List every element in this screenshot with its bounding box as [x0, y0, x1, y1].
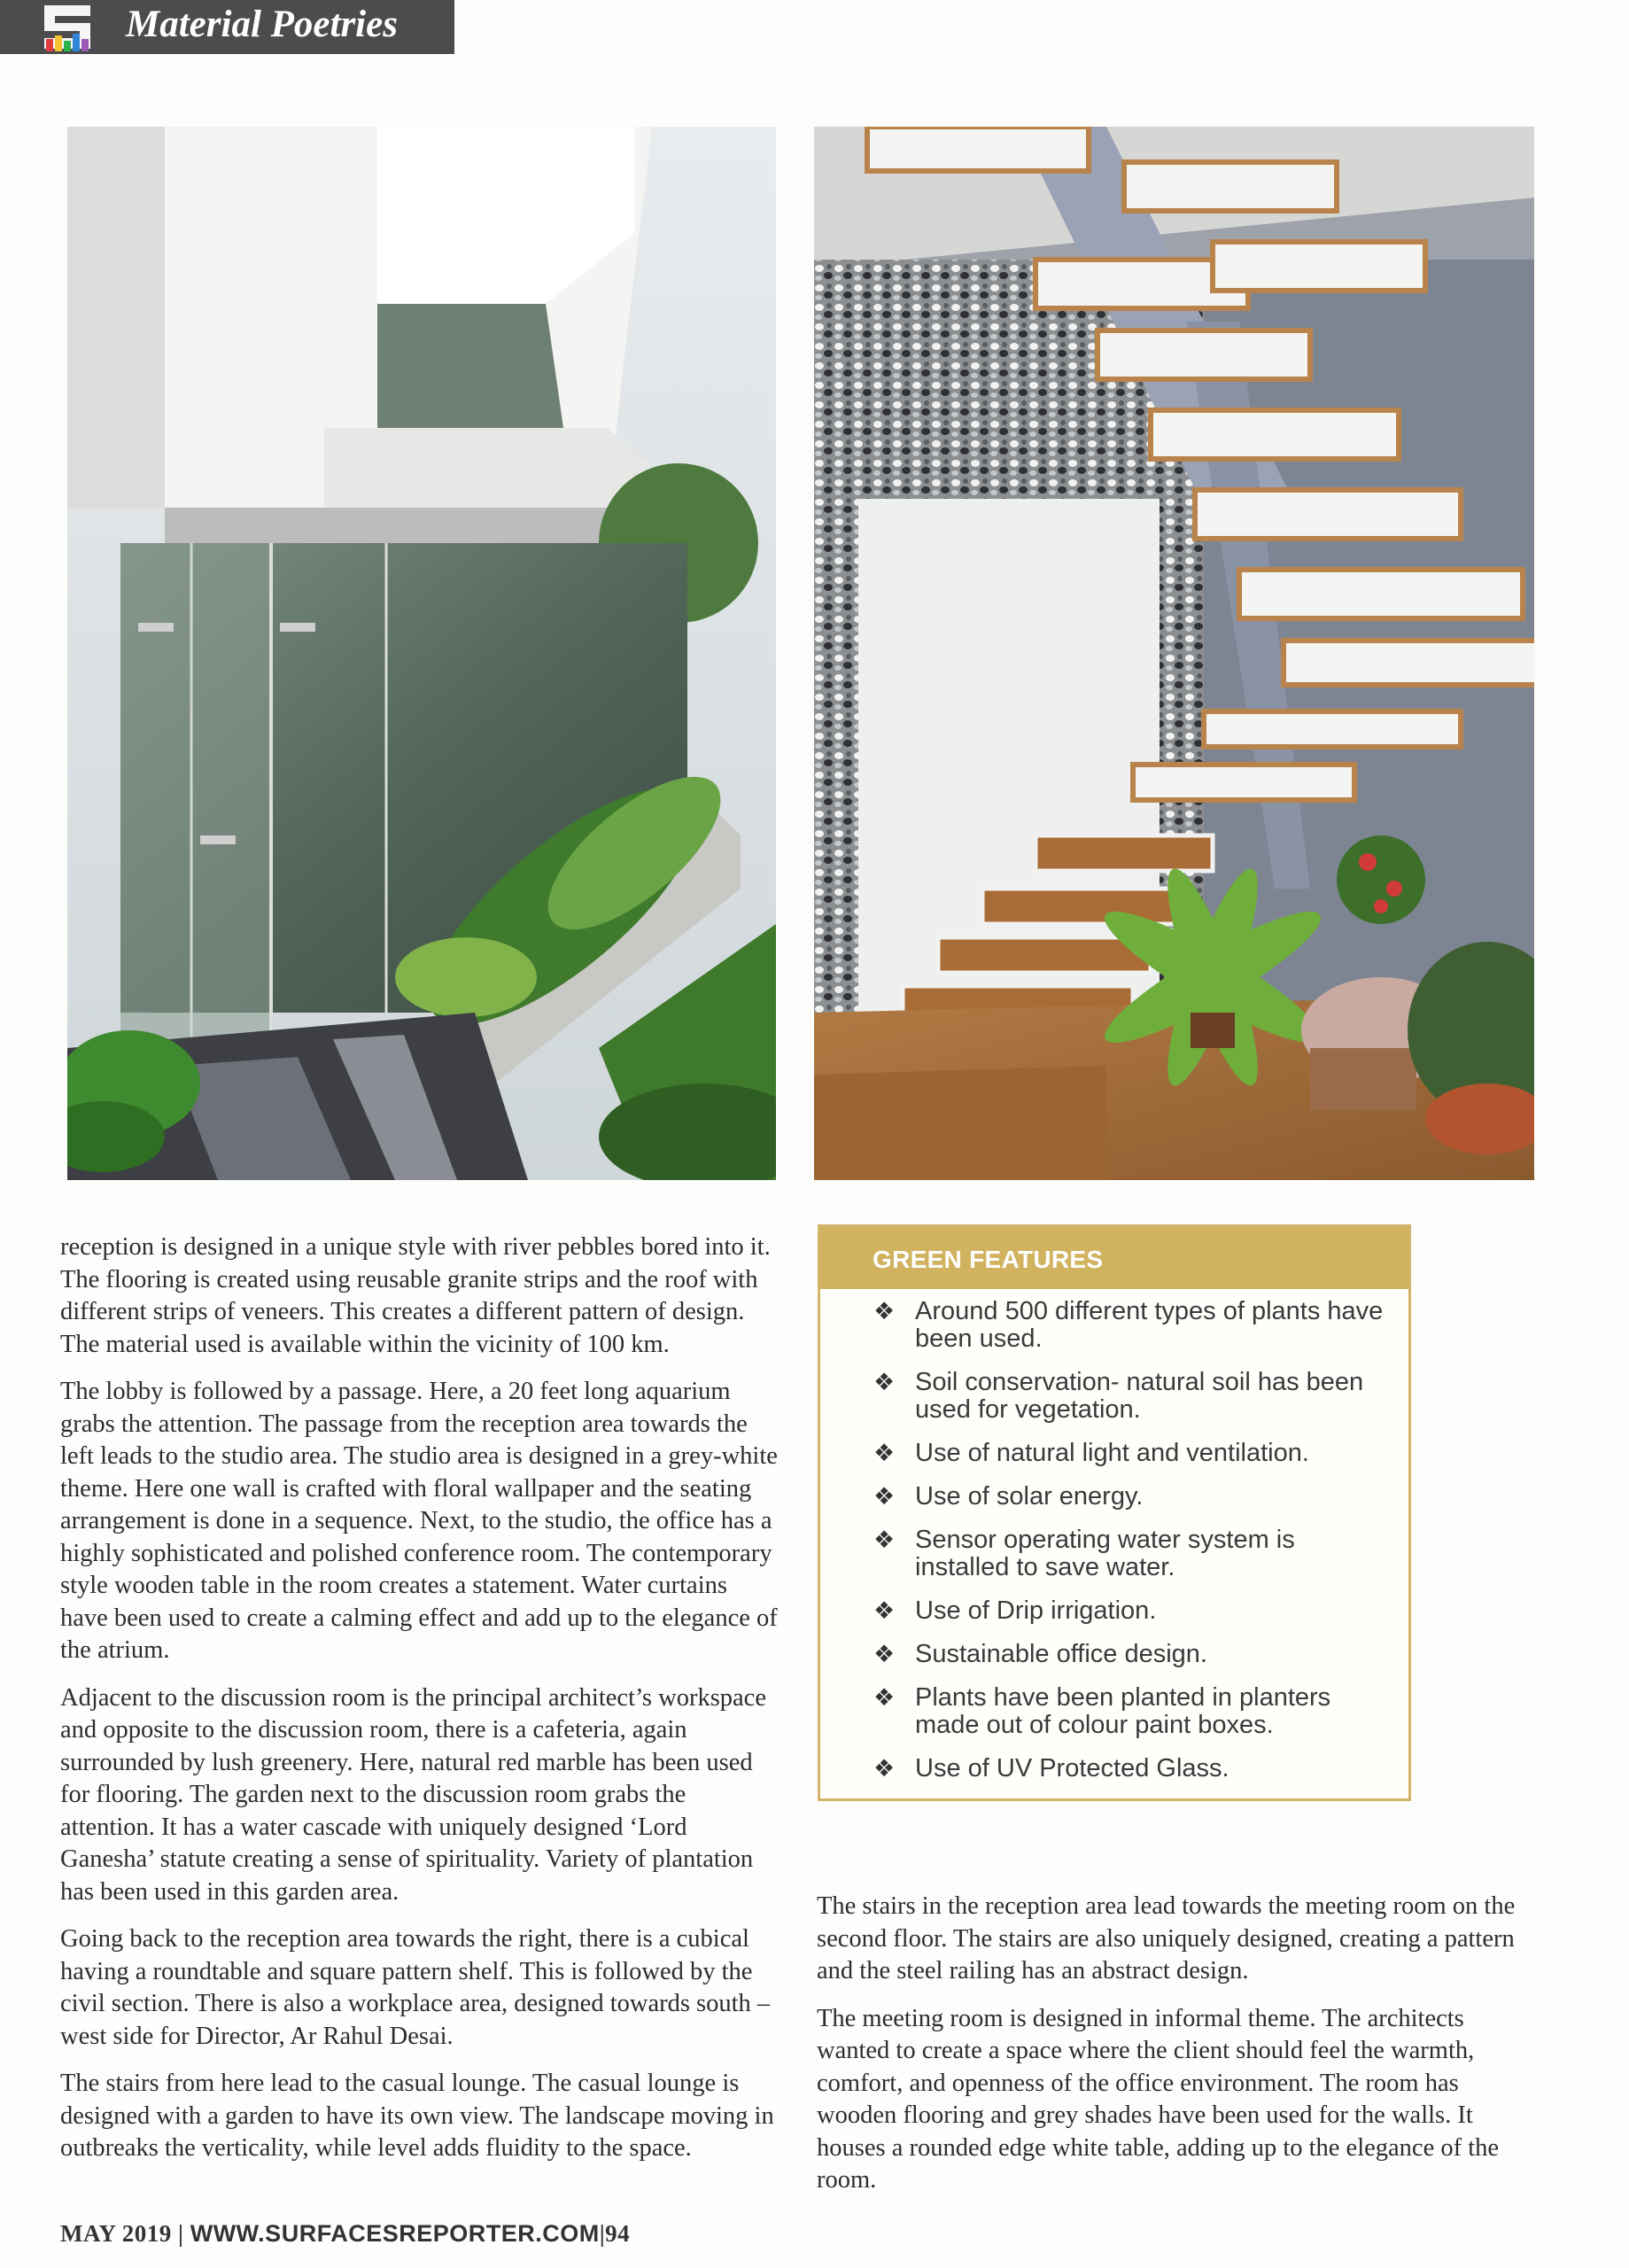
list-item: ❖ Use of Drip irrigation.	[873, 1596, 1157, 1625]
diamond-bullet-icon: ❖	[873, 1483, 896, 1510]
left-article-column	[60, 1231, 780, 2180]
list-item: ❖ Use of solar energy.	[873, 1482, 1144, 1511]
paragraph-reception-right: Going back to the reception area towards the right, there is a cubical having a roundtable and square pattern shelf. This is followed by the civil section. There is also a workplace area, designed towards south –west side for Director, Ar Rahul Desai.	[60, 1925, 771, 2050]
list-item: ❖ Plants have been planted in planters made out of colour paint boxes.	[873, 1683, 1331, 1739]
green-features-box	[818, 1224, 1411, 1801]
diamond-bullet-icon: ❖	[873, 1298, 896, 1324]
website-link[interactable]: WWW.SURFACESREPORTER.COM	[190, 2220, 600, 2247]
building-entrance-photo	[67, 127, 776, 1180]
paragraph-reception: reception is designed in a unique style with river pebbles bored into it. The flooring is created using reusable granite strips and the roof with different strips of veneers. This creates a different pattern of design. The material used is available within the vicinity of 100 km.	[60, 1233, 771, 1358]
page-footer	[60, 2220, 630, 2248]
diamond-bullet-icon: ❖	[873, 1526, 896, 1553]
green-features-title: GREEN FEATURES	[820, 1227, 1408, 1289]
footer-separator: |	[178, 2220, 184, 2247]
diamond-bullet-icon: ❖	[873, 1641, 896, 1667]
paragraph-discussion-room: Adjacent to the discussion room is the principal architect’s workspace and opposite to the discussion room, there is a cafeteria, again surrounded by lush greenery. Here, natural red marble has been used for flooring. The garden next to the discussion room grabs the attention. It has a water cascade with uniquely designed ‘Lord Ganesha’ statute creating a sense of spirituality. Variety of plantation has been used in this garden area.	[60, 1683, 766, 1906]
right-article-column	[817, 1891, 1539, 2212]
diamond-bullet-icon: ❖	[873, 1684, 896, 1711]
list-item: ❖ Soil conservation- natural soil has been used for vegetation.	[873, 1368, 1364, 1424]
paragraph-stairs: The stairs in the reception area lead towards the meeting room on the second floor. The stairs are also uniquely designed, creating a pattern and the steel railing has an abstract design.	[817, 1892, 1516, 1984]
paragraph-casual-lounge: The stairs from here lead to the casual lounge. The casual lounge is designed with a garden to have its own view. The landscape moving in outbreaks the verticality, while level adds fluidity to the space.	[60, 2070, 774, 2162]
page-number: 94	[605, 2220, 631, 2247]
paragraph-lobby: The lobby is followed by a passage. Here, a 20 feet long aquarium grabs the attention. The passage from the reception area towards the left leads to the studio area. The studio area is designed in a grey-white theme. Here one wall is crafted with floral wallpaper and the seating arrangement is done in a sequence. Next, to the studio, the office has a highly sophisticated and polished conference room. The contemporary style wooden table in the room creates a statement. Water curtains have been used to create a calming effect and add up to the elegance of the atrium.	[60, 1378, 778, 1664]
footer-separator: |	[599, 2220, 606, 2247]
issue-date: MAY 2019	[60, 2220, 172, 2247]
diamond-bullet-icon: ❖	[873, 1755, 896, 1782]
paragraph-meeting-room: The meeting room is designed in informal theme. The architects wanted to create a space where the client should feel the warmth, comfort, and openness of the office environment. The room has wooden flooring and grey shades have been used for the walls. It houses a rounded edge white table, adding up to the elegance of the room.	[817, 2004, 1500, 2194]
section-header	[0, 0, 454, 54]
section-title: Material Poetries	[126, 4, 398, 45]
diamond-bullet-icon: ❖	[873, 1440, 896, 1466]
list-item: ❖ Sensor operating water system is installed to save water.	[873, 1526, 1295, 1581]
diamond-bullet-icon: ❖	[873, 1369, 896, 1395]
list-item: ❖ Use of UV Protected Glass.	[873, 1754, 1230, 1783]
diamond-bullet-icon: ❖	[873, 1597, 896, 1624]
list-item: ❖ Sustainable office design.	[873, 1640, 1207, 1668]
floating-staircase-photo	[814, 127, 1534, 1180]
list-item: ❖ Around 500 different types of plants have been used.	[873, 1297, 1384, 1353]
list-item: ❖ Use of natural light and ventilation.	[873, 1439, 1309, 1467]
surfaces-reporter-logo-icon	[37, 0, 106, 54]
green-features-list	[820, 1289, 1408, 1783]
